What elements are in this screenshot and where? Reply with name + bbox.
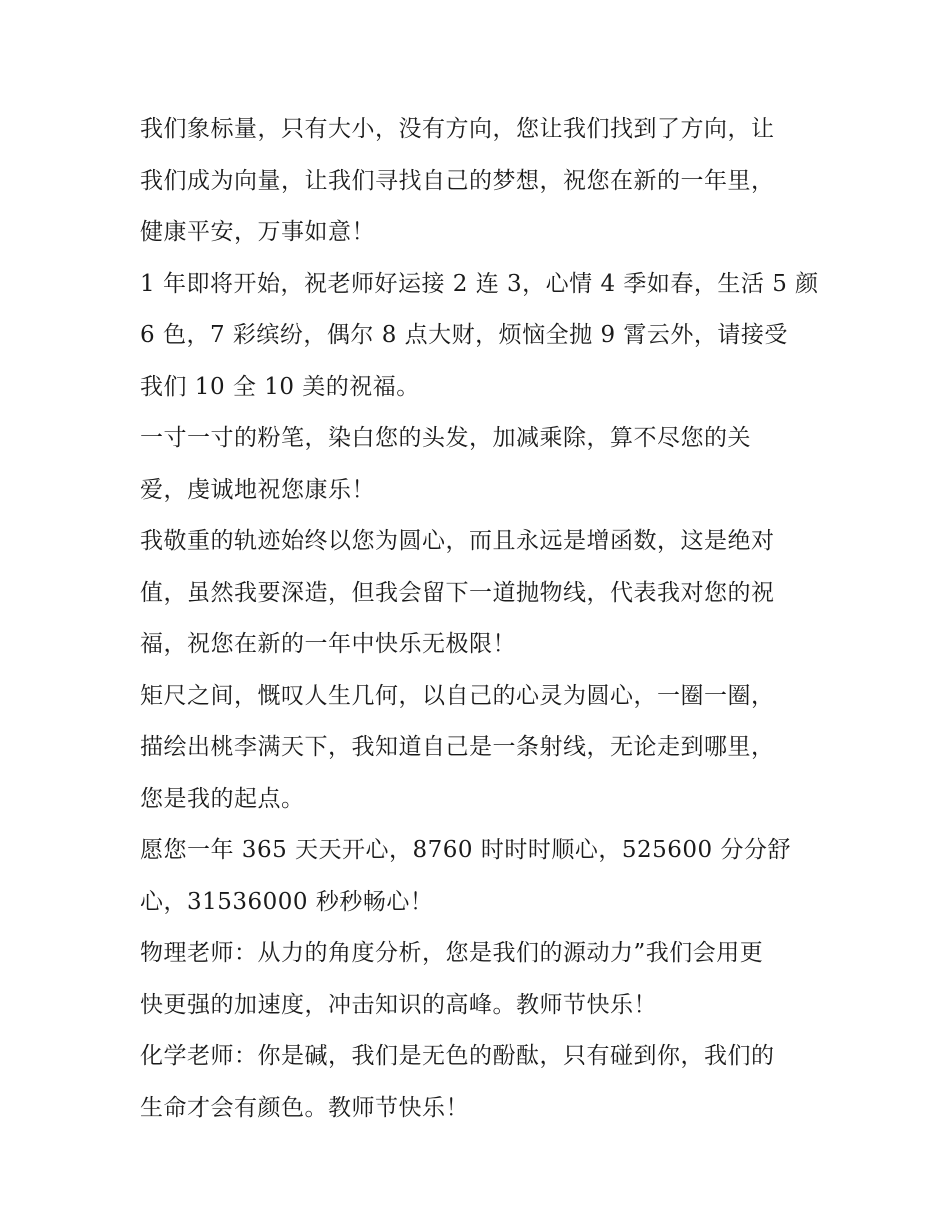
text-line: 6 色，7 彩缤纷，偶尔 8 点大财，烦恼全抛 9 霄云外，请接受 [140, 322, 788, 348]
text-line: 我们 10 全 10 美的祝福。 [140, 373, 420, 400]
text-line: 化学老师：你是碱，我们是无色的酚酞，只有碰到你，我们的 [140, 1043, 775, 1069]
paragraph-geometry-wish [140, 671, 815, 826]
text-line: 我们象标量，只有大小，没有方向，您让我们找到了方向，让 [140, 116, 775, 142]
paragraph-function-wish [140, 516, 815, 671]
text-line: 愿您一年 365 天天开心，8760 时时时顺心，525600 分分舒 [140, 837, 791, 863]
text-line: 爱，虔诚地祝您康乐！ [140, 476, 375, 503]
text-line: 矩尺之间，慨叹人生几何，以自己的心灵为圆心，一圈一圈， [140, 682, 775, 709]
text-line: 快更强的加速度，冲击知识的高峰。教师节快乐！ [140, 991, 657, 1018]
paragraph-number-wish [140, 259, 819, 414]
text-line: 一寸一寸的粉笔，染白您的头发，加减乘除，算不尽您的关 [140, 425, 751, 451]
text-line: 福，祝您在新的一年中快乐无极限！ [140, 631, 516, 657]
paragraph-vector-wish [140, 104, 815, 259]
text-line: 1 年即将开始，祝老师好运接 2 连 3，心情 4 季如春，生活 5 颜 [140, 270, 819, 297]
paragraph-chalk-wish [140, 413, 815, 516]
paragraph-time-wish [140, 825, 815, 928]
text-line: 我敬重的轨迹始终以您为圆心，而且永远是增函数，这是绝对 [140, 528, 775, 554]
text-line: 心，31536000 秒秒畅心！ [140, 888, 434, 915]
paragraph-chemistry-wish [140, 1031, 815, 1134]
text-line: 值，虽然我要深造，但我会留下一道抛物线，代表我对您的祝 [140, 579, 775, 606]
paragraph-physics-wish [140, 928, 815, 1031]
text-line: 描绘出桃李满天下，我知道自己是一条射线，无论走到哪里， [140, 734, 775, 760]
text-line: 健康平安，万事如意！ [140, 219, 375, 245]
text-line: 生命才会有颜色。教师节快乐！ [140, 1094, 469, 1121]
text-line: 物理老师：从力的角度分析，您是我们的源动力”我们会用更 [140, 940, 764, 966]
text-line: 我们成为向量，让我们寻找自己的梦想，祝您在新的一年里， [140, 167, 775, 194]
text-line: 您是我的起点。 [140, 785, 305, 812]
document-body [140, 104, 819, 1134]
